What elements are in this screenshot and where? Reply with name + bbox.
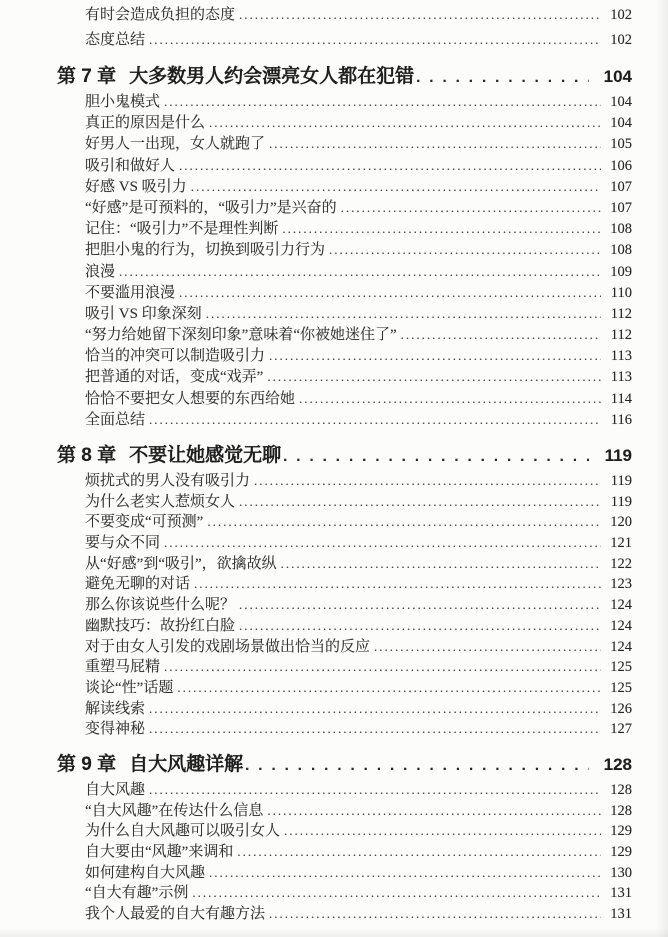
toc-entry (57, 572, 632, 593)
dot-leader (299, 391, 601, 407)
dot-leader (149, 412, 601, 428)
toc-entry-page: 124 (610, 617, 632, 634)
toc-entry-title: 恰当的冲突可以制造吸引力 (85, 348, 266, 365)
toc-entry (57, 902, 632, 923)
dot-leader (149, 701, 601, 717)
dot-leader (191, 179, 601, 195)
toc-entry-page: 113 (610, 348, 632, 365)
toc-entry (57, 344, 632, 365)
dot-leader (329, 242, 601, 258)
dot-leader (416, 69, 589, 86)
chapter-page: 104 (603, 67, 632, 86)
toc-entry-page: 129 (610, 844, 632, 860)
dot-leader (119, 264, 601, 280)
dot-leader (209, 115, 601, 131)
toc-entry-title: 我个人最爱的自大有趣方法 (85, 906, 266, 923)
toc-entry-title: “自大风趣”在传达什么信息 (85, 802, 264, 819)
chapter-page: 128 (603, 754, 632, 774)
toc-entry (57, 635, 632, 656)
toc-entry-page: 131 (610, 885, 632, 902)
toc-entry-page: 104 (610, 115, 632, 132)
toc-entry-title: 有时会造成负担的态度 (85, 7, 236, 23)
toc-entry-title: 真正的原因是什么 (85, 115, 206, 132)
toc-entry (57, 302, 632, 323)
chapter-title: 自大风趣详解 (129, 753, 244, 775)
toc-entry-page: 108 (610, 242, 632, 259)
dot-leader (209, 865, 601, 881)
toc-entry (57, 111, 632, 132)
toc-entry-page: 105 (610, 136, 632, 153)
dot-leader (283, 448, 589, 465)
toc-entry-title: 浪漫 (85, 263, 116, 280)
toc-entry-page: 113 (610, 369, 632, 386)
chapter-page: 119 (604, 446, 632, 465)
dot-leader (341, 200, 601, 216)
toc-entry-title: 自大风趣 (85, 781, 146, 798)
toc-entry (57, 175, 632, 196)
dot-leader (281, 556, 601, 572)
toc-entry (57, 387, 632, 408)
toc-entry-title: 好男人一出现，女人就跑了 (85, 136, 266, 153)
toc-entry-title: 那么你该说些什么呢？ (85, 597, 236, 614)
toc-entry-page: 125 (610, 679, 632, 696)
toc-entry-title: “自大有趣”示例 (85, 885, 189, 902)
toc-entry-page: 107 (610, 199, 632, 216)
chapter-number: 第 8 章 (57, 445, 117, 466)
toc-entry (57, 717, 632, 738)
toc-entry-page: 131 (610, 906, 632, 923)
dot-leader (269, 348, 601, 364)
toc-entry-title: 对于由女人引发的戏剧场景做出恰当的反应 (85, 638, 371, 655)
toc-entry-page: 123 (610, 576, 632, 593)
toc-entry-title: 把胆小鬼的行为，切换到吸引力行为 (85, 242, 326, 259)
toc-entry (57, 840, 632, 861)
toc-entry-page: 106 (610, 157, 632, 174)
toc-entry-page: 102 (610, 32, 632, 48)
dot-leader (239, 618, 601, 634)
toc-entry (57, 408, 632, 429)
chapter-title: 大多数男人约会漂亮女人都在犯错 (129, 66, 415, 87)
toc-entry-title: 为什么老实人惹烦女人 (85, 493, 236, 510)
toc-entry (57, 260, 632, 281)
chapter-heading (57, 440, 632, 469)
dot-leader (374, 639, 601, 655)
toc-entry-page: 121 (610, 535, 632, 552)
dot-leader (164, 535, 601, 551)
toc-entry (57, 132, 632, 153)
dot-leader (284, 823, 601, 839)
toc-entry-title: 吸引和做好人 (85, 157, 176, 174)
dot-leader (179, 285, 601, 301)
chapter-heading (57, 749, 632, 778)
toc-entry (57, 697, 632, 718)
toc-entry (57, 593, 632, 614)
toc-entry-page: 119 (610, 493, 632, 510)
toc-entry-title: 烦扰式的男人没有吸引力 (85, 473, 251, 489)
toc-entry (57, 510, 632, 531)
dot-leader (239, 597, 601, 613)
toc-entry (57, 614, 632, 635)
toc-entry (57, 676, 632, 697)
toc-entry-title: “努力给她留下深刻印象”意味着“你被她迷住了” (85, 327, 397, 344)
toc-entry-page: 112 (610, 305, 632, 322)
dot-leader (164, 94, 601, 110)
chapter-number: 第 7 章 (57, 66, 117, 87)
dot-leader (282, 221, 601, 237)
toc-entry-page: 116 (610, 411, 632, 428)
chapter-number: 第 9 章 (57, 753, 117, 775)
toc-entry-title: 记住：“吸引力”不是理性判断 (85, 221, 279, 238)
toc-entry-page: 109 (610, 263, 632, 280)
toc-entry-page: 124 (610, 638, 632, 655)
dot-leader (269, 136, 601, 152)
dot-leader (401, 327, 601, 343)
toc-entry (57, 861, 632, 882)
toc-entry (57, 28, 632, 53)
chapter-block (57, 440, 632, 738)
toc-entry-page: 124 (610, 597, 632, 614)
toc-entry-page: 120 (610, 514, 632, 531)
toc-entry (57, 90, 632, 111)
dot-leader (149, 782, 601, 798)
toc-entry-title: 不要滥用浪漫 (85, 284, 176, 301)
toc-entry (57, 531, 632, 552)
toc-entry-page: 107 (610, 178, 632, 195)
dot-leader (269, 906, 601, 922)
toc-leading-section (57, 3, 632, 53)
toc-entry-page: 130 (610, 864, 632, 881)
toc-entry-page: 128 (610, 781, 632, 798)
toc-entry (57, 778, 632, 799)
dot-leader (254, 473, 601, 489)
dot-leader (164, 659, 601, 675)
toc-entry-page: 119 (610, 473, 632, 489)
toc-entry-page: 108 (610, 221, 632, 238)
toc-entry-title: 恰恰不要把女人想要的东西给她 (85, 390, 296, 407)
toc-entry-page: 114 (610, 390, 632, 407)
toc-entry (57, 655, 632, 676)
dot-leader (149, 721, 601, 737)
toc-entry-page: 110 (610, 284, 632, 301)
toc-entry-title: “好感”是可预料的，“吸引力”是兴奋的 (85, 199, 337, 216)
toc-entry (57, 196, 632, 217)
toc-entry-title: 要与众不同 (85, 535, 161, 552)
toc-entry-title: 解读线索 (85, 700, 146, 717)
toc-entry-title: 吸引 VS 印象深刻 (85, 305, 202, 322)
dot-leader (194, 576, 601, 592)
toc-entry-title: 变得神秘 (85, 721, 146, 738)
toc-entry-title: 从“好感”到“吸引”，欲擒故纵 (85, 555, 277, 572)
toc-entry-title: 重塑马屁精 (85, 659, 161, 676)
toc-entry-title: 如何建构自大风趣 (85, 864, 206, 881)
chapter-title: 不要让她感觉无聊 (129, 445, 282, 466)
toc-entry (57, 552, 632, 573)
toc-entry-title: 避免无聊的对话 (85, 576, 191, 593)
toc-entry-page: 128 (610, 802, 632, 819)
toc-entry-title: 幽默技巧：故扮红白脸 (85, 617, 236, 634)
toc-entry (57, 881, 632, 902)
toc-entry-page: 125 (610, 659, 632, 676)
toc-entry-title: 为什么自大风趣可以吸引女人 (85, 823, 281, 840)
toc-entry-page: 122 (610, 555, 632, 572)
toc-entry (57, 238, 632, 259)
chapter-block (57, 749, 632, 923)
dot-leader (237, 844, 601, 860)
toc-entry-title: 谈论“性”话题 (85, 679, 174, 696)
toc-entry (57, 281, 632, 302)
toc-entry (57, 799, 632, 820)
toc-entry-title: 不要变成“可预测” (85, 514, 204, 531)
toc-entry (57, 819, 632, 840)
toc-entry-page: 112 (610, 327, 632, 344)
toc-entry-title: 把普通的对话，变成“戏弄” (85, 369, 264, 386)
toc-entry (57, 217, 632, 238)
toc-entry (57, 490, 632, 511)
toc-entry-title: 态度总结 (85, 32, 146, 48)
toc-entry (57, 365, 632, 386)
toc-entry-page: 129 (610, 823, 632, 840)
toc-entry-page: 126 (610, 700, 632, 717)
toc-entry-page: 102 (610, 7, 632, 23)
toc-entry-title: 好感 VS 吸引力 (85, 178, 187, 195)
toc-entry (57, 3, 632, 28)
toc-entry (57, 154, 632, 175)
dot-leader (149, 32, 601, 48)
dot-leader (192, 885, 601, 901)
dot-leader (245, 757, 589, 774)
chapter-heading (57, 61, 632, 90)
toc-entry-page: 104 (610, 94, 632, 110)
toc-entry-title: 全面总结 (85, 411, 146, 428)
toc-entry (57, 323, 632, 344)
toc-entry-page: 127 (610, 721, 632, 738)
chapter-block (57, 61, 632, 429)
dot-leader (179, 158, 601, 174)
dot-leader (267, 369, 601, 385)
dot-leader (206, 306, 601, 322)
toc (57, 3, 632, 923)
toc-entry (57, 469, 632, 490)
dot-leader (207, 514, 601, 530)
dot-leader (239, 7, 601, 23)
toc-entry-title: 自大要由“风趣”来调和 (85, 844, 234, 860)
dot-leader (239, 494, 601, 510)
dot-leader (177, 680, 601, 696)
dot-leader (267, 803, 601, 819)
toc-entry-title: 胆小鬼模式 (85, 94, 161, 110)
